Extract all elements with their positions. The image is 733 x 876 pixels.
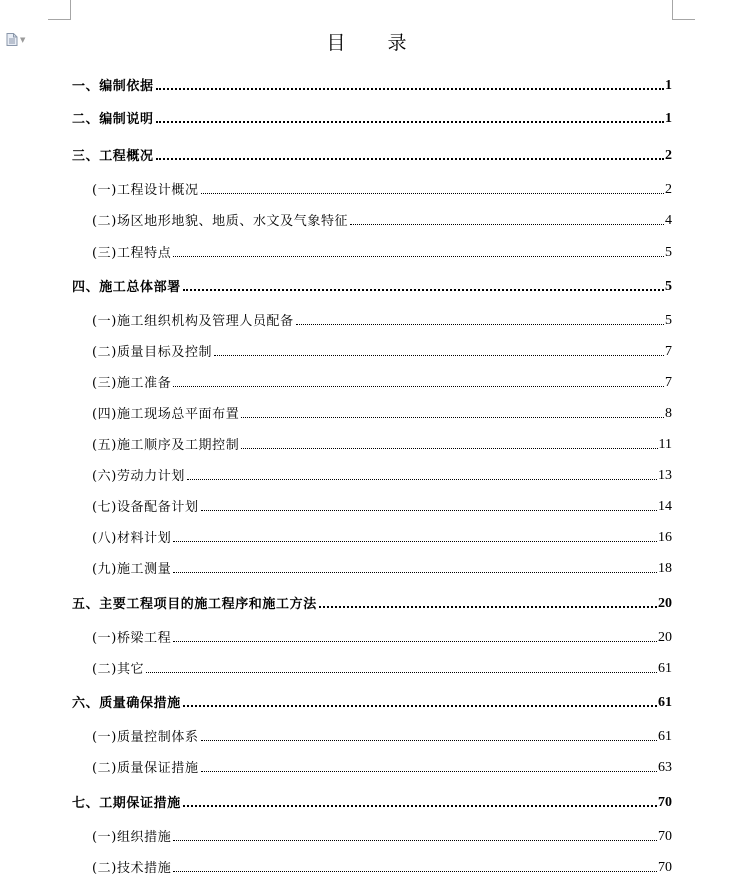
toc-entry-label: 七、工期保证措施 <box>72 796 181 811</box>
toc-subentry[interactable] <box>92 725 672 745</box>
toc-entry-label: (一)工程设计概况 <box>92 183 199 198</box>
toc-page-number: 70 <box>658 860 672 875</box>
toc-entry-label: (二)其它 <box>92 662 145 677</box>
toc-entry-label: 三、工程概况 <box>72 149 154 164</box>
dot-leader <box>173 572 657 573</box>
toc-entry-label: (三)施工准备 <box>92 376 172 391</box>
toc-entry-label: (二)技术措施 <box>92 861 172 876</box>
toc-entry-label: 一、编制依据 <box>72 79 154 94</box>
crop-mark-top-right <box>672 0 695 20</box>
dot-leader <box>156 88 664 90</box>
page-title <box>0 28 733 55</box>
toc-page-number: 1 <box>665 111 672 126</box>
toc-entry-label: (四)施工现场总平面布置 <box>92 407 240 422</box>
toc-subentry[interactable] <box>92 495 672 515</box>
toc-page-number: 63 <box>658 760 672 775</box>
dot-leader <box>187 479 657 480</box>
dot-leader <box>183 805 657 807</box>
chevron-down-icon: ▼ <box>20 35 26 44</box>
dot-leader <box>241 448 657 449</box>
toc-page-number: 11 <box>658 437 672 452</box>
toc-entry-label: (一)施工组织机构及管理人员配备 <box>92 314 294 329</box>
toc-heading-entry[interactable] <box>72 74 672 94</box>
toc-page-number: 5 <box>665 279 672 294</box>
dot-leader <box>201 510 657 511</box>
toc-entry-label: 五、主要工程项目的施工程序和施工方法 <box>72 597 317 612</box>
toc-entry-label: 六、质量确保措施 <box>72 696 181 711</box>
toc-subentry[interactable] <box>92 433 672 453</box>
dot-leader <box>156 158 664 160</box>
toc-page-number: 18 <box>658 561 672 576</box>
toc-subentry[interactable] <box>92 756 672 776</box>
dot-leader <box>214 355 664 356</box>
toc-page-number: 14 <box>658 499 672 514</box>
dot-leader <box>173 541 657 542</box>
dot-leader <box>156 121 664 123</box>
toc-subentry[interactable] <box>92 464 672 484</box>
toc-entry-label: 二、编制说明 <box>72 112 154 127</box>
toc-page-number: 70 <box>658 795 672 810</box>
toc-entry-label: (五)施工顺序及工期控制 <box>92 438 240 453</box>
toc-page-number: 2 <box>665 182 672 197</box>
dot-leader <box>241 417 664 418</box>
dot-leader <box>173 386 664 387</box>
dot-leader <box>173 641 657 642</box>
toc-page-number: 4 <box>665 213 672 228</box>
toc-heading-entry[interactable] <box>72 144 672 164</box>
toc-subentry[interactable] <box>92 526 672 546</box>
dot-leader <box>173 840 657 841</box>
toc-entry-label: (一)组织措施 <box>92 830 172 845</box>
toc-entry-label: (二)质量保证措施 <box>92 761 199 776</box>
dot-leader <box>201 740 657 741</box>
toc-entry-label: (一)桥梁工程 <box>92 631 172 646</box>
toc-page-number: 20 <box>658 630 672 645</box>
toc-page-number: 16 <box>658 530 672 545</box>
toc-entry-label: (一)质量控制体系 <box>92 730 199 745</box>
dot-leader <box>296 324 664 325</box>
toc-page-number: 20 <box>658 596 672 611</box>
toc-entry-label: (二)场区地形地貌、地质、水文及气象特征 <box>92 214 349 229</box>
toc-page-number: 1 <box>665 78 672 93</box>
toc-heading-entry[interactable] <box>72 791 672 811</box>
toc-entry-label: (六)劳动力计划 <box>92 469 185 484</box>
dot-leader <box>201 771 657 772</box>
toc-heading-entry[interactable] <box>72 275 672 295</box>
toc-page-number: 5 <box>665 245 672 260</box>
dot-leader <box>319 606 657 608</box>
toc-subentry[interactable] <box>92 825 672 845</box>
toc-subentry[interactable] <box>92 309 672 329</box>
toc-page-number: 70 <box>658 829 672 844</box>
toc-page-number: 13 <box>658 468 672 483</box>
dot-leader <box>201 193 664 194</box>
toc-entry-label: (二)质量目标及控制 <box>92 345 213 360</box>
toc-subentry[interactable] <box>92 557 672 577</box>
toc-entry-label: (八)材料计划 <box>92 531 172 546</box>
toc-subentry[interactable] <box>92 340 672 360</box>
dot-leader <box>183 289 664 291</box>
title-char-2: 录 <box>387 32 407 54</box>
toc-entry-label: (九)施工测量 <box>92 562 172 577</box>
dot-leader <box>350 224 664 225</box>
dot-leader <box>146 672 657 673</box>
toc-entry-label: 四、施工总体部署 <box>72 280 181 295</box>
dot-leader <box>173 871 657 872</box>
dot-leader <box>183 705 657 707</box>
toc-page-number: 61 <box>658 729 672 744</box>
toc-subentry[interactable] <box>92 241 672 261</box>
crop-mark-top-left <box>48 0 71 20</box>
toc-heading-entry[interactable] <box>72 592 672 612</box>
toc-subentry[interactable] <box>92 626 672 646</box>
toc-subentry[interactable] <box>92 371 672 391</box>
toc-entry-label: (七)设备配备计划 <box>92 500 199 515</box>
toc-subentry[interactable] <box>92 209 672 229</box>
toc-subentry[interactable] <box>92 657 672 677</box>
toc-page-number: 61 <box>658 661 672 676</box>
toc-page-number: 8 <box>665 406 672 421</box>
toc-page-number: 61 <box>658 695 672 710</box>
toc-page-number: 2 <box>665 148 672 163</box>
toc-heading-entry[interactable] <box>72 691 672 711</box>
toc-subentry[interactable] <box>92 402 672 422</box>
toc-entry-label: (三)工程特点 <box>92 246 172 261</box>
toc-heading-entry[interactable] <box>72 107 672 127</box>
dot-leader <box>173 256 664 257</box>
toc-subentry[interactable] <box>92 178 672 198</box>
toc-subentry[interactable] <box>92 856 672 876</box>
toc-page-number: 7 <box>665 375 672 390</box>
toc-page-number: 5 <box>665 313 672 328</box>
title-char-1: 目 <box>326 32 346 54</box>
toc-page-number: 7 <box>665 344 672 359</box>
